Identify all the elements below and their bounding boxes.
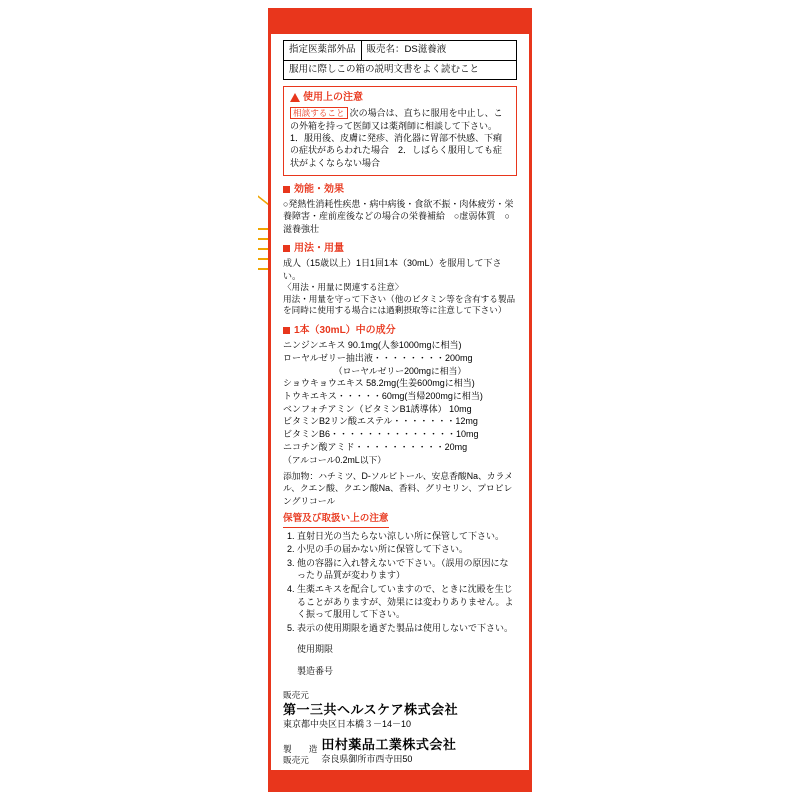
consult-tag: 相談すること (290, 107, 348, 119)
ingredient-dots: ・・・・・・・・ (372, 353, 445, 364)
ingredient-name: ニコチン酸アミド (283, 441, 355, 452)
ingredient-name: ビタミンB6 (283, 429, 331, 440)
top-red-band (271, 8, 529, 34)
ingredient-row (283, 352, 517, 365)
caution-box (283, 86, 517, 176)
list-item: 5. 表示の使用期限を過ぎた製品は使用しないで下さい。 (297, 622, 517, 635)
dosage-note-title: 〈用法・用量に関連する注意〉 (283, 282, 404, 293)
list-item: 3. 他の容器に入れ替えないで下さい。（誤用の原因になったり品質が変わります） (297, 557, 517, 582)
list-item: 1. 直射日光の当たらない涼しい所に保管して下さい。 (297, 530, 517, 543)
maker-tag (283, 744, 317, 765)
ingredient-note: （ビタミンB1誘導体） (354, 403, 447, 414)
warning-triangle-icon (290, 93, 300, 102)
ingredient-note: (生姜600mgに相当) (396, 378, 475, 389)
seller-tag: 販売元 (283, 690, 309, 701)
square-bullet-icon (283, 327, 290, 334)
ingredient-name: ショウキョウエキス (283, 378, 364, 389)
sales-name-cell (362, 41, 516, 60)
seller-address: 東京都中央区日本橋３－14－10 (283, 718, 412, 729)
ingredient-dots: ・・・・・ (336, 390, 382, 401)
sales-name-label: 販売名： (366, 44, 405, 55)
ingredient-row (283, 441, 517, 454)
read-instruction: 服用に際しこの箱の説明文書をよく読むこと (283, 61, 517, 81)
caution-title-row (290, 91, 510, 104)
ingredient-value: 200mg (444, 353, 473, 364)
ingredient-dots: ・・・・・・・・・・・・・・ (330, 429, 457, 440)
maker-row (283, 736, 517, 765)
ingredient-value: 90.1mg (347, 340, 378, 351)
ingredient-dots: ・・・・・・・・・・ (354, 441, 445, 452)
ingredient-note: （ローヤルゼリー200mgに相当） (333, 365, 467, 376)
ingredient-value: 20mg (444, 441, 468, 452)
header-row (283, 40, 517, 61)
ingredient-name: ベンフォチアミン (283, 403, 355, 414)
category-tag: 指定医薬部外品 (284, 41, 362, 60)
dosage-note-body: 用法・用量を守って下さい（他のビタミン等を含有する製品を同時に使用する場合には過剰摂取等に注意して下さい） (283, 293, 516, 316)
ingredient-name: ニンジンエキス (283, 340, 346, 351)
efficacy-body: ○発熱性消耗性疾患・病中病後・食欲不振・肉体疲労・栄養障害・産前産後などの場合の栄養補給 ○虚弱体質 ○滋養強壮 (283, 199, 514, 234)
storage-heading: 保管及び取扱い上の注意 (283, 513, 389, 528)
ingredient-name: トウキエキス (283, 390, 337, 401)
list-item: 4. 生薬エキスを配合していますので、ときに沈殿を生じることがありますが、効果には変わりありません。よく振って服用して下さい。 (297, 583, 517, 621)
ingredients-heading: 1本（30mL）中の成分 (294, 325, 396, 337)
maker-tag-line2: 販売元 (283, 754, 309, 765)
bottom-red-band (271, 770, 529, 792)
ingredient-note: (当帰200mgに相当) (404, 390, 483, 401)
caution-title: 使用上の注意 (303, 92, 363, 104)
ingredient-row (283, 415, 517, 428)
maker-tag-line1: 製 造 (283, 744, 318, 755)
additives-text: 添加物：ハチミツ、D-ソルビトール、安息香酸Na、カラメル、クエン酸、クエン酸Na、香料、グリセリン、プロピレングリコール (283, 471, 513, 506)
expiry-field-label: 使用期限 (297, 644, 334, 655)
dosage-body: 成人（15歳以上）1日1回1本（30mL）を服用して下さい。 (283, 258, 502, 281)
ingredient-value: 60mg (381, 390, 405, 401)
ingredient-value: 10mg (449, 403, 472, 414)
maker-info (321, 736, 456, 765)
sales-name-value: DS滋養液 (404, 44, 447, 55)
list-item: 2. 小児の手の届かない所に保管して下さい。 (297, 543, 517, 556)
ingredient-row (283, 377, 517, 390)
ingredient-row (283, 339, 517, 352)
maker-name: 田村薬品工業株式会社 (321, 737, 457, 753)
ingredients-heading-row (283, 324, 517, 337)
caution-text: 次の場合は、直ちに服用を中止し、この外箱を持って医師又は薬剤師に相談して下さい。 1．服用後、皮膚に発疹、消化器に胃部不快感、下痢の症状があらわれた場合 2．しばらく服用しても症状がよくならない場合 (290, 108, 503, 168)
ingredient-value: 10mg (456, 429, 479, 440)
ingredient-name: ビタミンB2リン酸エステル (283, 416, 393, 427)
ingredient-row (283, 390, 517, 403)
ingredient-dots: ・・・・・・・ (392, 416, 456, 427)
alcohol-note: （アルコール0.2mL以下） (283, 454, 387, 465)
storage-list (283, 530, 517, 635)
dosage-heading: 用法・用量 (294, 243, 344, 255)
ingredient-value: 58.2mg (366, 378, 397, 389)
ingredient-value: 12mg (455, 416, 478, 427)
caution-body (290, 107, 510, 169)
footer-block (283, 690, 517, 765)
label-content (271, 34, 529, 770)
ingredient-note: (人参1000mgに相当) (377, 340, 462, 351)
package-box (268, 8, 532, 792)
ingredient-row (283, 403, 517, 416)
lot-field-label: 製造番号 (297, 666, 334, 677)
ingredient-row (283, 428, 517, 441)
efficacy-heading-row (283, 183, 517, 196)
dosage-heading-row (283, 242, 517, 255)
ingredient-name: ローヤルゼリー抽出液 (283, 353, 373, 364)
square-bullet-icon (283, 245, 290, 252)
seller-name: 第一三共ヘルスケア株式会社 (283, 702, 459, 718)
efficacy-heading: 効能・効果 (294, 183, 344, 195)
square-bullet-icon (283, 186, 290, 193)
maker-address: 奈良県御所市西寺田50 (321, 753, 413, 764)
